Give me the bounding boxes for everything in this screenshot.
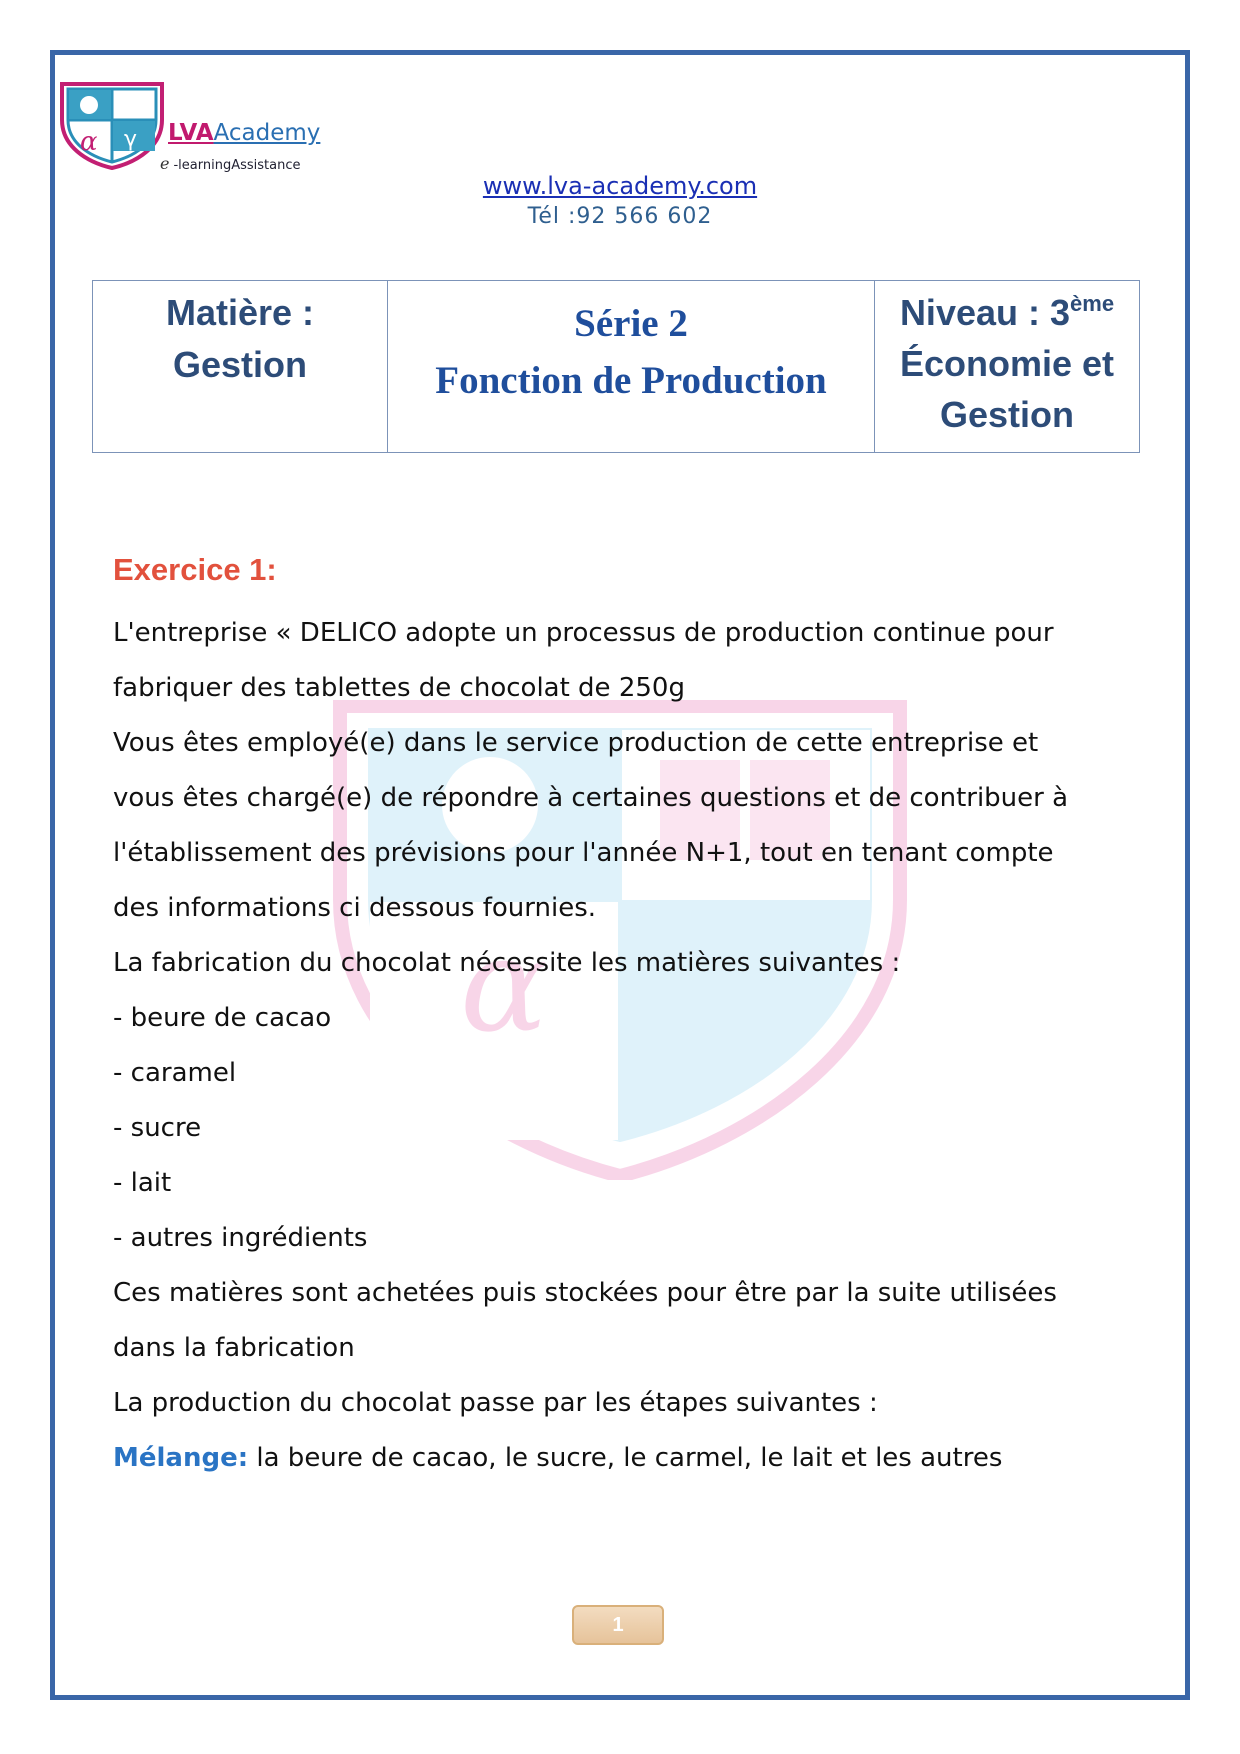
text-line: des informations ci dessous fournies. (113, 893, 597, 923)
list-item: - autres ingrédients (113, 1223, 368, 1253)
text-line: La fabrication du chocolat nécessite les matières suivantes : (113, 948, 901, 978)
subject-label: Matière : (165, 292, 315, 333)
list-item: - beure de cacao (113, 1003, 332, 1033)
text-line: l'établissement des prévisions pour l'année N+1, tout en tenant compte (113, 838, 1054, 868)
exercise-title: Exercice 1: (113, 552, 277, 587)
telephone: Tél :92 566 602 (527, 204, 713, 229)
series-number: Série 2 (574, 302, 688, 345)
level-section: Économie et (899, 343, 1115, 384)
text-line: Ces matières sont achetées puis stockées pour être par la suite utilisées (113, 1278, 1057, 1308)
text-line: fabriquer des tablettes de chocolat de 250g (113, 673, 685, 703)
lva-academy-logo (58, 80, 166, 170)
website-link[interactable]: www.lva-academy.com (482, 172, 758, 200)
document-title: Fonction de Production (435, 359, 827, 402)
title-cell (388, 281, 875, 452)
list-item: - sucre (113, 1113, 202, 1143)
svg-text:α: α (460, 909, 548, 1061)
watermark-logo (330, 700, 910, 1180)
text-line: vous êtes chargé(e) de répondre à certaines questions et de contribuer à (113, 783, 1069, 813)
text-line-melange (113, 1443, 1002, 1473)
page-number: 1 (572, 1605, 664, 1645)
level-section-2: Gestion (939, 394, 1074, 435)
text-line: L'entreprise « DELICO adopte un processus de production continue pour (113, 618, 1054, 648)
list-item: - lait (113, 1168, 172, 1198)
text-line: dans la fabrication (113, 1333, 355, 1363)
text-line: Vous êtes employé(e) dans le service production de cette entreprise et (113, 728, 1039, 758)
level-cell (875, 281, 1139, 452)
brand-name: LVAAcademy (168, 120, 321, 146)
list-item: - caramel (113, 1058, 237, 1088)
svg-text:α: α (80, 127, 98, 157)
subject-value: Gestion (172, 344, 307, 385)
subject-cell (93, 281, 388, 452)
melange-label: Mélange: (113, 1443, 249, 1473)
brand-tagline: e -learningAssistance (160, 154, 301, 173)
melange-text: la beure de cacao, le sucre, le carmel, le lait et les autres (248, 1443, 1003, 1473)
level-label: Niveau : 3ème (899, 291, 1115, 333)
svg-text:γ: γ (124, 127, 138, 152)
header-table (92, 280, 1140, 453)
text-line: La production du chocolat passe par les étapes suivantes : (113, 1388, 878, 1418)
